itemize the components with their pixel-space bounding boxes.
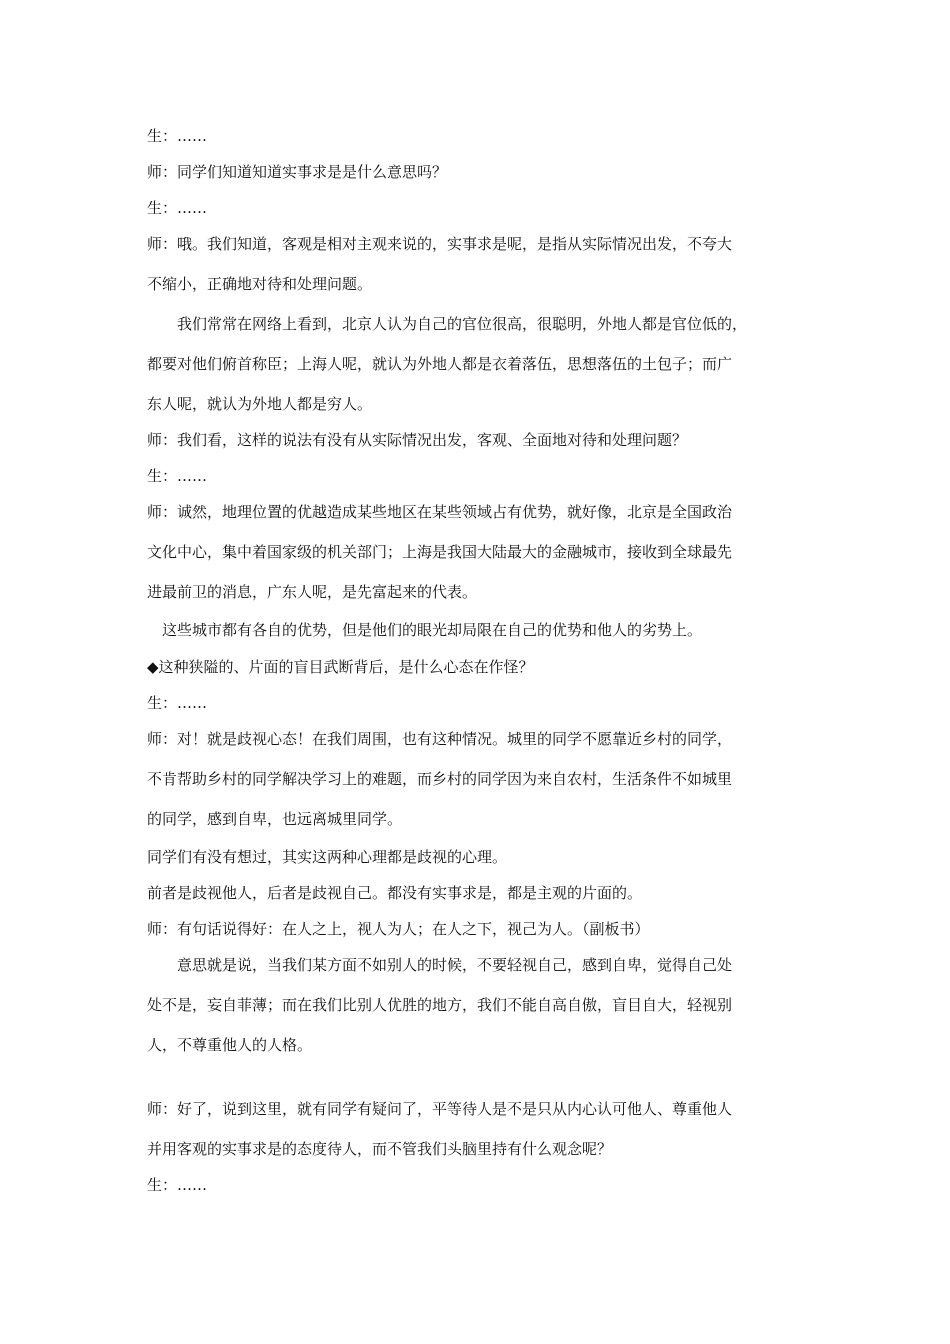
text-line: 师：我们看，这样的说法有没有从实际情况出发，客观、全面地对待和处理问题？ [147,431,688,449]
text-line: 生：…… [147,1176,208,1194]
text-line: 处不是，妄自菲薄；而在我们比别人优胜的地方，我们不能自高自傲，盲目自大，轻视别 [147,996,733,1014]
text-line: 的同学，感到自卑，也远离城里同学。 [147,810,403,828]
text-line: 生：…… [147,467,208,485]
text-line: 生：…… [147,127,208,145]
text-line: 生：…… [147,694,208,712]
text-line: 师：诚然，地理位置的优越造成某些地区在某些领域占有优势，就好像，北京是全国政治 [147,503,733,521]
text-line: 师：对！就是歧视心态！在我们周围，也有这种情况。城里的同学不愿靠近乡村的同学， [147,730,733,748]
text-line: 同学们有没有想过，其实这两种心理都是歧视的心理。 [147,848,508,866]
text-line: 文化中心，集中着国家级的机关部门；上海是我国大陆最大的金融城市，接收到全球最先 [147,543,733,561]
text-line: 并用客观的实事求是的态度待人，而不管我们头脑里持有什么观念呢？ [147,1140,613,1158]
text-line: 师：有句话说得好：在人之上，视人为人；在人之下，视己为人。（副板书） [147,920,650,938]
text-line: 东人呢，就认为外地人都是穷人。 [147,395,373,413]
text-line: ◆这种狭隘的、片面的盲目武断背后，是什么心态在作怪？ [147,658,534,676]
text-line: 生：…… [147,199,208,217]
text-line: 师：好了，说到这里，就有同学有疑问了，平等待人是不是只从内心认可他人、尊重他人 [147,1100,733,1118]
text-line: 进最前卫的消息，广东人呢，是先富起来的代表。 [147,583,478,601]
text-line: 这些城市都有各自的优势，但是他们的眼光却局限在自己的优势和他人的劣势上。 [162,621,703,639]
text-line: 我们常常在网络上看到，北京人认为自己的官位很高，很聪明，外地人都是官位低的， [177,315,748,333]
text-line: 不缩小，正确地对待和处理问题。 [147,275,373,293]
text-line: 人，不尊重他人的人格。 [147,1036,313,1054]
text-line: 前者是歧视他人，后者是歧视自己。都没有实事求是，都是主观的片面的。 [147,884,643,902]
text-line: 意思就是说，当我们某方面不如别人的时候，不要轻视自己，感到自卑，觉得自己处 [177,956,733,974]
text-line: 不肯帮助乡村的同学解决学习上的难题，而乡村的同学因为来自农村，生活条件不如城里 [147,770,733,788]
text-line: 师：同学们知道知道实事求是是什么意思吗？ [147,163,448,181]
text-line: 师：哦。我们知道，客观是相对主观来说的，实事求是呢，是指从实际情况出发，不夸大 [147,235,733,253]
text-line: 都要对他们俯首称臣；上海人呢，就认为外地人都是衣着落伍，思想落伍的土包子；而广 [147,355,733,373]
